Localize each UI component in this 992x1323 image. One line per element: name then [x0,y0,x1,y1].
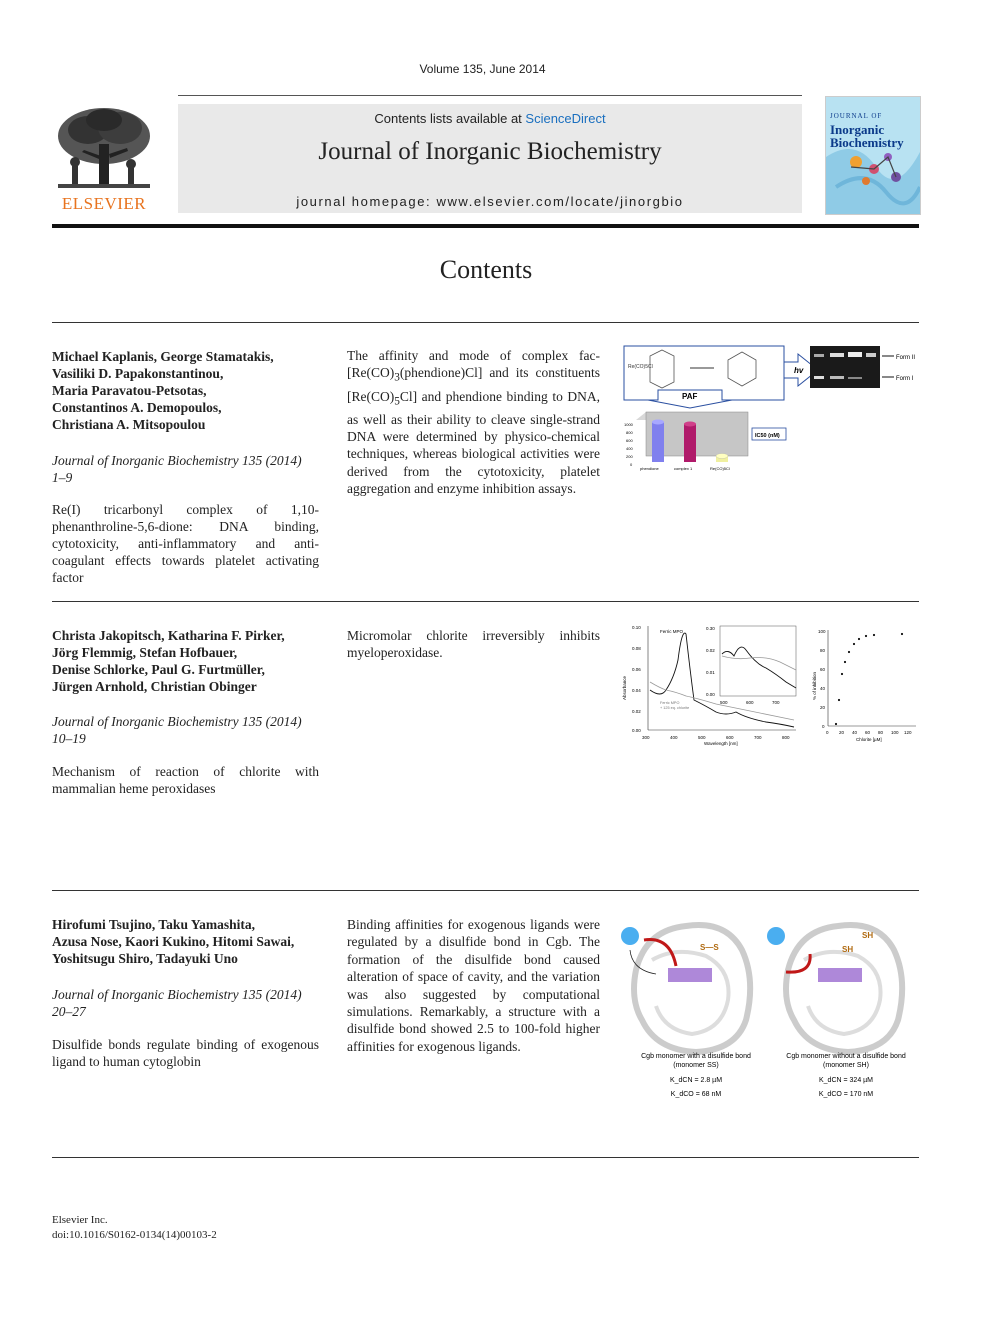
citation-line: Journal of Inorganic Biochemistry 135 (2014) [52,987,302,1002]
section-divider [52,601,919,602]
contents-available-line [178,111,802,126]
article-1-authors [52,348,320,433]
citation-line: Journal of Inorganic Biochemistry 135 (2014) [52,453,302,468]
thiol-label: SH [842,945,854,954]
article-3-citation[interactable] [52,986,322,1020]
sciencedirect-link[interactable]: ScienceDirect [525,111,606,126]
article-1-abstract [347,347,600,498]
inset-xtick: 700 [772,700,780,705]
right-xtick: 100 [891,730,899,735]
author-line: Azusa Nose, Kaori Kukino, Hitomi Sawai, [52,934,295,949]
ytick: 0.10 [632,625,641,630]
inhibition-point [858,638,860,640]
journal-title[interactable]: Journal of Inorganic Biochemistry [318,138,662,165]
footer-doi[interactable]: doi:10.1016/S0162-0134(14)00103-2 [52,1229,217,1241]
article-3-graphical-abstract[interactable] [616,910,922,1106]
ytick: 0.02 [632,709,641,714]
kd-co-sh: K_dCO = 170 nM [818,1091,874,1098]
article-2-authors [52,627,320,695]
article-3-abstract: Binding affinities for exogenous ligands were regulated by a disulfide bond in Cgb. The formation of the disulfide bond caused alteration of space of cavity, and the variation was also suggested by computational simulations. Remarkably, a structure with a disulfide bond showed 2.5 to 100-fold higher affinities for exogenous ligands. [347,917,600,1054]
abstract-text: The affinity and mode of complex fac-[Re(CO) [347,348,600,381]
cover-title-line2: Biochemistry [830,135,904,150]
right-xtick: 20 [839,730,845,735]
bar-complex-1 [684,424,696,462]
author-line: Michael Kaplanis, George Stamatakis, [52,349,274,364]
header-bottom-rule [52,224,919,228]
inset-xtick: 600 [746,700,754,705]
right-xtick: 60 [865,730,871,735]
ytick: 600 [626,438,633,443]
article-1-citation[interactable] [52,452,322,486]
xtick: 400 [670,735,678,740]
ligand-sphere-icon [767,927,785,945]
section-divider [52,322,919,323]
inset-ytick: 0.00 [706,692,715,697]
citation-pages: 10–19 [52,731,86,746]
right-xtick: 120 [904,730,912,735]
section-divider [52,1157,919,1158]
author-line: Vasiliki D. Papakonstantinou, [52,366,224,381]
phendione-structure [650,350,674,388]
citation-line: Journal of Inorganic Biochemistry 135 (2014) [52,714,302,729]
right-xtick: 80 [878,730,884,735]
author-line: Constantinos A. Demopoulos, [52,400,222,415]
right-ytick: 20 [820,705,826,710]
footer-publisher: Elsevier Inc. [52,1214,108,1226]
author-line: Christiana A. Mitsopoulou [52,417,206,432]
disulfide-label: S—S [700,943,719,952]
gel-band [830,376,844,379]
abstract-text: Cl] and phendione binding to DNA, as well as their ability to cleave single-strand DNA were determined by physico-chemical techniques, whereas biological activities were derived from the cytotoxicity, platelet aggregation and enzyme inhibition assays. [347,388,600,497]
author-line: Hirofumi Tsujino, Taku Yamashita, [52,917,255,932]
elsevier-wordmark: ELSEVIER [61,194,147,213]
xtick: 800 [782,735,790,740]
ytick: 0.00 [632,728,641,733]
inset-plot [720,626,796,696]
cover-title-line1: Inorganic [830,122,885,137]
ytick: 1000 [624,422,633,427]
abstract-text: (phendione)Cl] and its constituents [Re(CO) [347,365,600,404]
author-line: Jürgen Arnhold, Christian Obinger [52,679,257,694]
right-y-axis-label: % of inhibition [812,671,817,700]
header-top-rule [178,95,802,96]
heme-group-icon [668,968,712,982]
protein-ribbon-sh [804,952,881,1034]
xtick: 600 [726,735,734,740]
article-2-title[interactable]: Mechanism of reaction of chlorite with mammalian heme peroxidases [52,764,319,796]
article-2-abstract: Micromolar chlorite irreversibly inhibits myeloperoxidase. [347,628,600,661]
caption-ss: Cgb monomer with a disulfide bond [641,1053,751,1060]
article-2-graphical-abstract[interactable] [616,620,922,748]
gel-band [814,376,824,379]
category-label: Re(CO)5Cl [710,466,730,471]
gel-band [814,354,824,357]
xtick: 500 [698,735,706,740]
cover-title [830,107,904,149]
xtick: 300 [642,735,650,740]
inhibition-point [901,633,903,635]
cover-title-small: JOURNAL OF [830,112,883,120]
inhibition-point [873,634,875,636]
inhibition-point [841,673,843,675]
form2-label: Form II [896,355,915,361]
category-label: phendione [640,466,659,471]
bar-top [684,422,696,427]
right-xtick: 40 [852,730,858,735]
gel-image [810,346,880,388]
inset-xtick: 500 [720,700,728,705]
protein-ribbon-ss [652,952,729,1034]
right-x-axis-label: Chlorite [µM] [856,737,882,742]
caption-sh-sub: (monomer SH) [823,1062,869,1069]
ytick: 0.04 [632,688,641,693]
abstract-subscript: 3 [394,372,400,385]
citation-pages: 20–27 [52,1004,86,1019]
ferric-mpo-label: Ferric MPO [660,629,683,634]
gel-band [848,377,862,379]
ic50-label: IC50 (nM) [755,433,780,439]
volume-line: Volume 135, June 2014 [419,62,546,76]
right-xtick: 0 [826,730,829,735]
ytick: 400 [626,446,633,451]
y-axis-label: Absorbance [622,675,627,700]
inhibition-point [838,699,840,701]
article-3-authors [52,916,320,967]
scheme-complex-label: Re(CO)5Cl [628,364,653,370]
kd-co-ss: K_dCO = 68 nM [670,1091,722,1098]
author-line: Jörg Flemmig, Stefan Hofbauer, [52,645,238,660]
author-line: Maria Paravatou-Petsotas, [52,383,207,398]
inhibition-point [848,651,850,653]
gel-band [866,353,876,357]
caption-sh: Cgb monomer without a disulfide bond [786,1053,906,1060]
right-ytick: 0 [822,724,825,729]
article-1-title[interactable]: Re(I) tricarbonyl complex of 1,10-phenanthroline-5,6-dione: DNA binding, cytotoxicity, anti-inflammatory and anti-coagulant effects towards platelet activating factor [52,502,319,585]
heme-group-icon [818,968,862,982]
gel-band [848,352,862,357]
article-1-graphical-abstract[interactable] [622,342,922,482]
complex-structure [728,352,756,386]
right-ytick: 80 [820,648,826,653]
ytick: 800 [626,430,633,435]
author-line: Denise Schlorke, Paul G. Furtmüller, [52,662,265,677]
ligand-sphere-icon [621,927,639,945]
right-ytick: 60 [820,667,826,672]
section-divider [52,890,919,891]
bar-top [716,454,728,459]
kd-cn-ss: K_dCN = 2.8 µM [669,1077,723,1084]
hv-label: hv [794,366,804,375]
journal-cover-image[interactable] [825,96,921,215]
gel-band [830,353,844,357]
xtick: 700 [754,735,762,740]
bar-phendione [652,422,664,462]
caption-ss-sub: (monomer SS) [673,1062,719,1069]
legend-entry: + 125 eq. chlorite [660,706,690,710]
ytick: 0 [630,462,633,467]
inhibition-point [865,635,867,637]
inhibition-point [844,661,846,663]
right-ytick: 100 [818,629,826,634]
form1-label: Form I [896,376,914,382]
contents-available-text: Contents lists available at [374,111,526,126]
citation-pages: 1–9 [52,470,73,485]
inset-ytick: 0.02 [706,648,715,653]
page-title: Contents [439,255,533,284]
author-line: Yoshitsugu Shiro, Tadayuki Uno [52,951,238,966]
x-axis-label: Wavelength [nm] [704,741,738,746]
inhibition-point [835,723,837,725]
inset-ytick: 0.30 [706,626,715,631]
right-ytick: 40 [820,686,826,691]
inhibition-point [853,643,855,645]
author-line: Christa Jakopitsch, Katharina F. Pirker, [52,628,285,643]
paf-label: PAF [682,392,698,401]
thiol-label: SH [862,931,874,940]
article-2-citation[interactable] [52,713,322,747]
abstract-subscript: 5 [394,395,400,408]
ytick: 0.06 [632,667,641,672]
inset-ytick: 0.01 [706,670,715,675]
ytick: 200 [626,454,633,459]
legend-entry: Ferric MPO [660,701,680,705]
article-3-title[interactable]: Disulfide bonds regulate binding of exogenous ligand to human cytoglobin [52,1037,319,1069]
kd-cn-sh: K_dCN = 324 µM [818,1077,874,1084]
journal-banner [178,104,802,213]
bar-top [652,420,664,425]
journal-homepage[interactable]: journal homepage: www.elsevier.com/locate/jinorgbio [296,194,684,209]
elsevier-logo[interactable] [52,104,156,214]
category-label: complex 1 [674,466,693,471]
elsevier-tree-icon [52,104,156,194]
ytick: 0.08 [632,646,641,651]
